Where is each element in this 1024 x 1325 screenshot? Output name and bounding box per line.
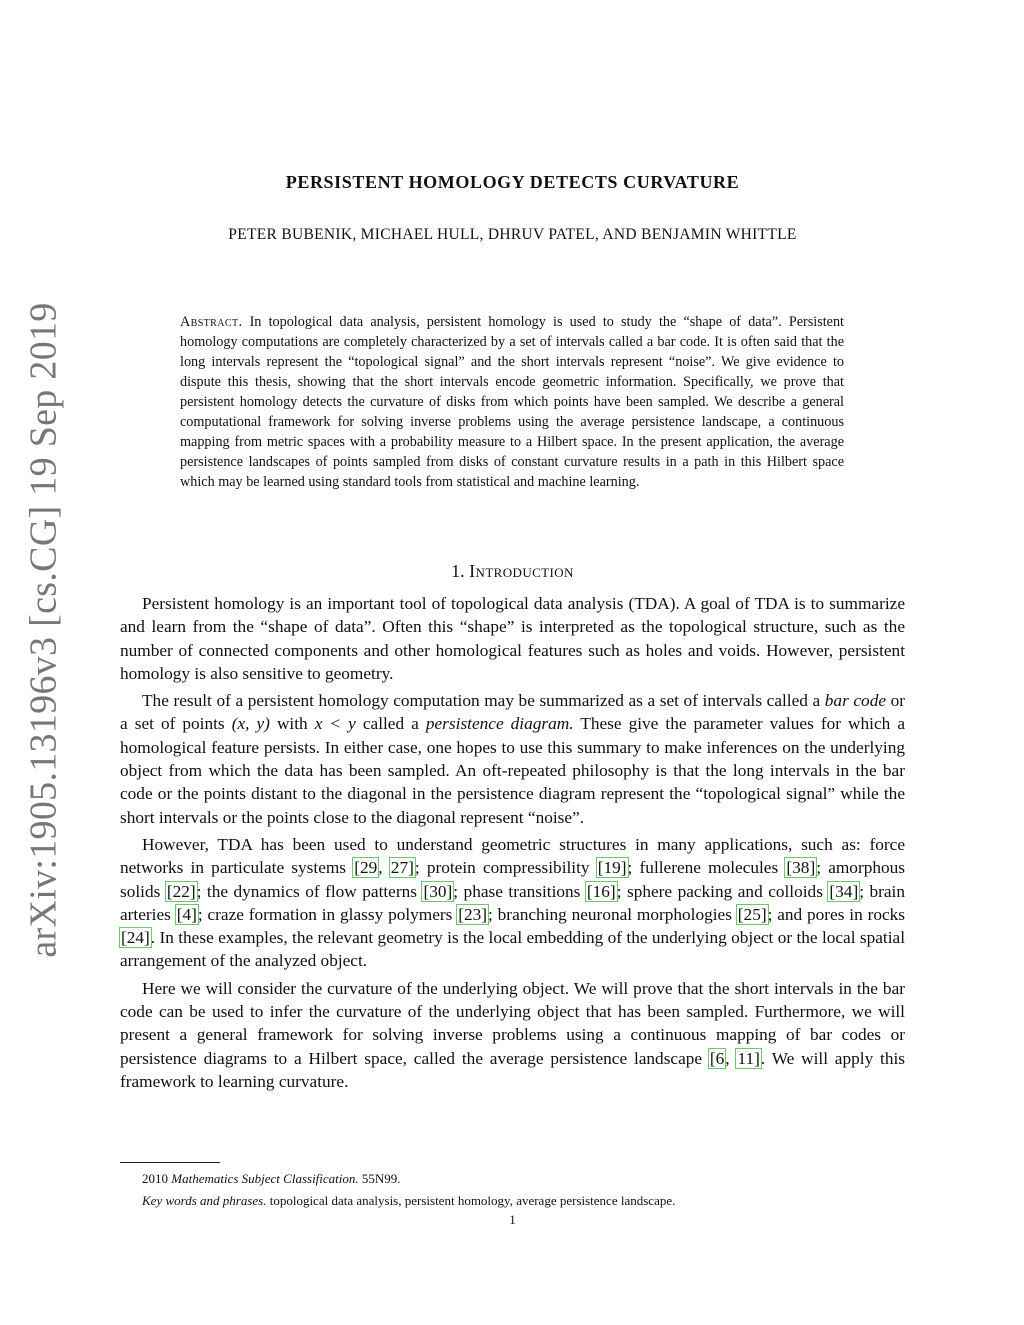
footnote-msc	[120, 1168, 905, 1190]
text-run: . We will apply this framework to learning curvature.	[120, 1048, 905, 1091]
text-run: ; fullerene molecules	[627, 858, 786, 878]
text-run: ; craze formation in glassy polymers	[197, 904, 458, 924]
paragraph-3	[120, 833, 905, 973]
paragraph-1: Persistent homology is an important tool of topological data analysis (TDA). A goal of TDA is to summarize and learn from the “shape of data”. Often this “shape” is interpreted as the topological structure, such as the number of connected components and other homological features such as holes and voids. However, persistent homology is also sensitive to geometry.	[120, 594, 905, 683]
text-run: with	[269, 714, 315, 734]
arxiv-identifier: arXiv:1905.13196v3 [cs.CG] 19 Sep 2019	[23, 302, 66, 958]
citation-link[interactable]: [6	[709, 1048, 725, 1068]
text-run: ,	[378, 858, 390, 878]
citation-link[interactable]: [34]	[829, 881, 859, 901]
text-run: The result of a persistent homology computation may be summarized as a set of intervals called a	[142, 691, 825, 711]
text-run: 55N99.	[358, 1171, 401, 1186]
section-title: Introduction	[469, 561, 574, 581]
math-inequality: x < y	[314, 714, 356, 734]
section-heading-introduction	[120, 561, 905, 582]
text-run: or a set of points	[120, 691, 906, 734]
text-run: However, TDA has been used to understand geometric structures in many applications, such as: force networks in particulate systems	[120, 834, 905, 878]
term-persistence-diagram: persistence diagram.	[425, 714, 574, 734]
introduction-body	[120, 592, 905, 1093]
footnote-keywords	[120, 1190, 905, 1212]
paragraph-4	[120, 977, 905, 1093]
footnote-rule	[120, 1162, 220, 1163]
page-number: 1	[509, 1212, 516, 1227]
citation-link[interactable]: [38]	[786, 858, 816, 878]
citation-link[interactable]: [4]	[176, 904, 197, 924]
text-run: Mathematics Subject Classification.	[171, 1171, 359, 1186]
citation-link[interactable]: [16]	[586, 881, 616, 901]
text-run: ; branching neuronal morphologies	[488, 904, 737, 924]
citation-link[interactable]: [22]	[166, 881, 196, 901]
arxiv-identifier-sidebar	[16, 302, 72, 958]
text-run: Key words and phrases.	[142, 1193, 267, 1208]
section-number: 1.	[451, 561, 465, 581]
text-run: 2010	[142, 1171, 172, 1186]
math-point: (x, y)	[231, 714, 270, 734]
text-run: . In these examples, the relevant geometry is the local embedding of the underlying object or the local spatial arrangement of the analyzed object.	[120, 928, 905, 971]
abstract-text: In topological data analysis, persistent homology is used to study the “shape of data”. Persistent homology computations are completely characterized by a set of intervals called a bar code. It is often said that the long intervals represent the “topological signal” and the short intervals represent “noise”. We give evidence to dispute this thesis, showing that the short intervals encode geometric information. Specifically, we prove that persistent homology detects the curvature of disks from which points have been sampled. We describe a general computational framework for solving inverse problems using the average persistence landscape, a continuous mapping from metric spaces with a probability measure to a Hilbert space. In the present application, the average persistence landscapes of points sampled from disks of constant curvature results in a path in this Hilbert space which may be learned using standard tools from statistical and machine learning.	[180, 314, 845, 490]
abstract-label: Abstract.	[180, 314, 243, 330]
text-run: ; and pores in rocks	[767, 904, 906, 924]
footnotes	[120, 1168, 905, 1212]
citation-link[interactable]: 27]	[390, 858, 414, 878]
text-run: ; protein compressibility	[414, 858, 597, 878]
text-run: called a	[355, 714, 426, 734]
citation-link[interactable]: 11]	[737, 1048, 760, 1068]
paragraph-2	[120, 689, 905, 829]
text-run: ; brain arteries	[120, 881, 905, 924]
paper-title: PERSISTENT HOMOLOGY DETECTS CURVATURE	[285, 172, 740, 192]
term-bar-code: bar code	[824, 691, 887, 711]
text-run: Here we will consider the curvature of the underlying object. We will prove that the short intervals in the bar code can be used to infer the curvature of the underlying object that has been sampled. Furthermore, we will present a general framework for solving inverse problems using a continuous mapping of bar codes or persistence diagrams to a Hilbert space, called the average persistence landscape	[120, 978, 905, 1068]
text-run: These give the parameter values for which a homological feature persists. In either case, one hopes to use this summary to make inferences on the underlying object from which the data has been sampled. An oft-repeated philosophy is that the long intervals in the bar code or the points distant to the diagonal in the persistence diagram represent the “topological signal” while the short intervals or the points close to the diagonal represent “noise”.	[120, 714, 905, 827]
abstract	[180, 312, 844, 492]
author-list: PETER BUBENIK, MICHAEL HULL, DHRUV PATEL, AND BENJAMIN WHITTLE	[228, 226, 797, 243]
text-run: ; the dynamics of flow patterns	[196, 881, 423, 901]
citation-link[interactable]: [25]	[737, 904, 767, 924]
citation-link[interactable]: [30]	[423, 881, 453, 901]
text-run: ,	[725, 1048, 737, 1068]
text-run: ; sphere packing and colloids	[616, 881, 829, 901]
citation-link[interactable]: [23]	[458, 904, 488, 924]
text-run: topological data analysis, persistent homology, average persistence landscape.	[266, 1193, 676, 1208]
text-run: ; phase transitions	[453, 881, 586, 901]
citation-link[interactable]: [19]	[597, 858, 627, 878]
citation-link[interactable]: [29	[354, 858, 378, 878]
text-run: ; amorphous solids	[120, 858, 905, 901]
citation-link[interactable]: [24]	[121, 928, 150, 948]
